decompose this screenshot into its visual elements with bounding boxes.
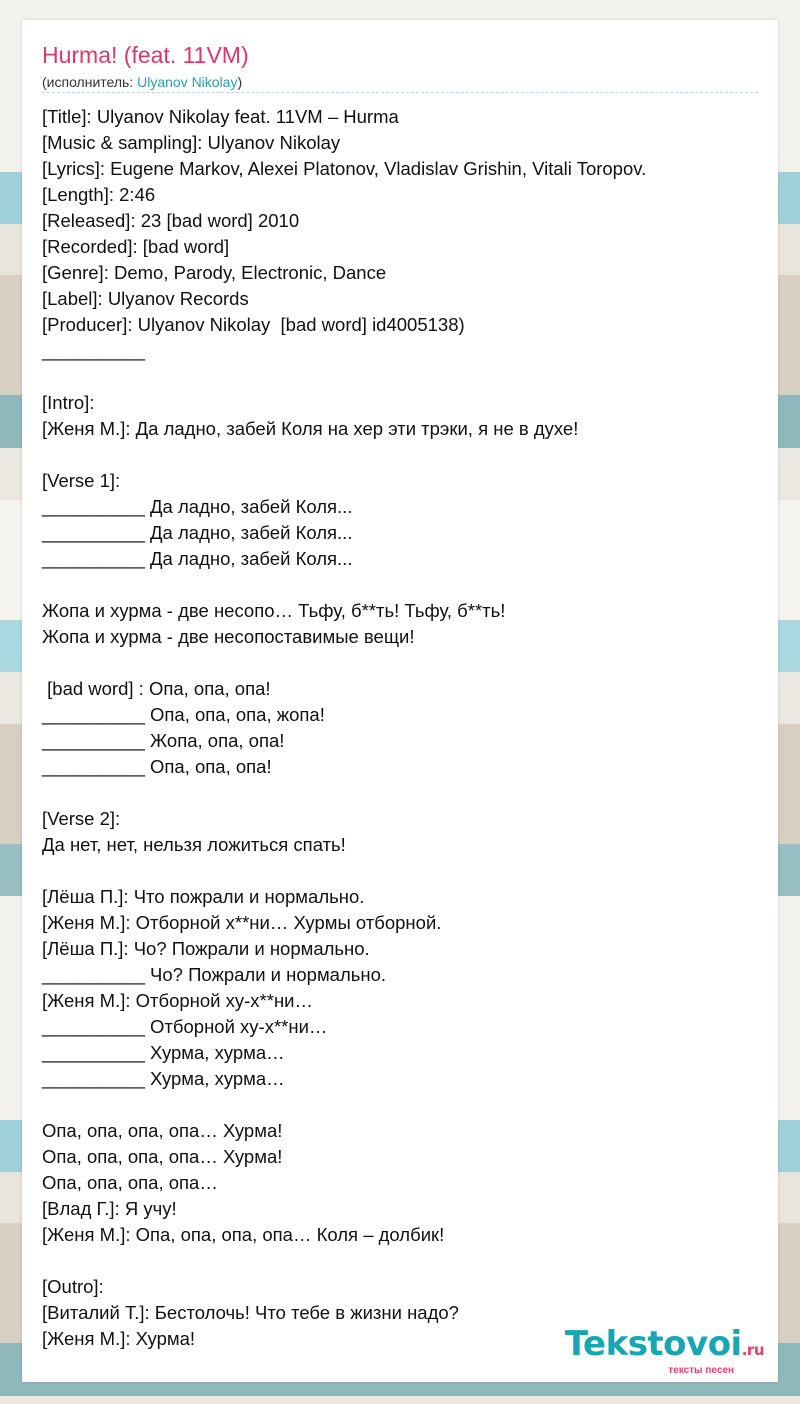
lyric-line: __________ Да ладно, забей Коля... <box>42 496 353 517</box>
lyric-line: __________ Жопа, опа, опа! <box>42 730 285 751</box>
lyric-line: [Lyrics]: Eugene Markov, Alexei Platonov, Vladislav Grishin, Vitali Toropov. <box>42 158 647 179</box>
lyric-line: Опа, опа, опа, опа… Хурма! <box>42 1120 283 1141</box>
song-title: Hurma! (feat. 11VM) <box>42 42 249 68</box>
lyric-line: [Лёша П.]: Чо? Пожрали и нормально. <box>42 938 370 959</box>
lyric-line: [Женя М.]: Опа, опа, опа, опа… Коля – долбик! <box>42 1224 445 1245</box>
lyrics-text <box>42 104 758 1352</box>
logo-name: Tekstovoi <box>564 1324 742 1364</box>
lyric-line: [Title]: Ulyanov Nikolay feat. 11VM – Hurma <box>42 106 399 127</box>
lyric-line: [Виталий Т.]: Бестолочь! Что тебе в жизни надо? <box>42 1302 459 1323</box>
lyric-line <box>42 650 758 676</box>
lyric-line: __________ Опа, опа, опа! <box>42 756 272 777</box>
lyric-line: __________ Хурма, хурма… <box>42 1042 285 1063</box>
lyric-line: __________ Да ладно, забей Коля... <box>42 548 353 569</box>
artist-prefix: (исполнитель: <box>42 74 138 90</box>
lyric-line: Да нет, нет, нельзя ложиться спать! <box>42 834 346 855</box>
lyric-line: __________ <box>42 340 145 361</box>
lyric-line: [Verse 1]: <box>42 470 121 491</box>
artist-link[interactable]: Ulyanov Nikolay <box>137 74 238 90</box>
lyric-line: [Label]: Ulyanov Records <box>42 288 249 309</box>
logo-tagline: тексты песен <box>668 1365 734 1376</box>
lyric-line <box>42 572 758 598</box>
lyric-line: Жопа и хурма - две несопоставимые вещи! <box>42 626 415 647</box>
lyric-line: __________ Да ладно, забей Коля... <box>42 522 353 543</box>
lyric-line: [Intro]: <box>42 392 95 413</box>
artist-line <box>42 74 242 90</box>
lyric-line <box>42 442 758 468</box>
dashed-divider <box>42 92 758 93</box>
lyric-line: __________ Чо? Пожрали и нормально. <box>42 964 387 985</box>
lyric-line: [Genre]: Demo, Parody, Electronic, Dance <box>42 262 387 283</box>
lyric-line: [bad word] : Опа, опа, опа! <box>42 678 271 699</box>
lyric-line: __________ Отборной ху-х**ни… <box>42 1016 328 1037</box>
lyric-line <box>42 858 758 884</box>
lyric-line: [Влад Г.]: Я учу! <box>42 1198 177 1219</box>
lyric-line: __________ Хурма, хурма… <box>42 1068 285 1089</box>
lyric-line: [Лёша П.]: Что пожрали и нормально. <box>42 886 365 907</box>
lyric-line <box>42 364 758 390</box>
lyric-line: [Recorded]: [bad word] <box>42 236 230 257</box>
lyric-line: [Length]: 2:46 <box>42 184 156 205</box>
lyric-line: Опа, опа, опа, опа… <box>42 1172 218 1193</box>
lyric-line: [Producer]: Ulyanov Nikolay [bad word] id4005138) <box>42 314 465 335</box>
lyric-line: Жопа и хурма - две несопо… Тьфу, б**ть! Тьфу, б**ть! <box>42 600 506 621</box>
lyric-line <box>42 1248 758 1274</box>
lyric-line: [Женя М.]: Хурма! <box>42 1328 196 1349</box>
lyric-line: [Женя М.]: Отборной ху-х**ни… <box>42 990 314 1011</box>
lyric-line: [Outro]: <box>42 1276 104 1297</box>
logo-tld: .ru <box>741 1341 764 1359</box>
lyric-line <box>42 1092 758 1118</box>
lyric-line: [Женя М.]: Да ладно, забей Коля на хер эти трэки, я не в духе! <box>42 418 579 439</box>
lyric-line: [Music & sampling]: Ulyanov Nikolay <box>42 132 341 153</box>
lyric-line: [Женя М.]: Отборной х**ни… Хурмы отборной. <box>42 912 442 933</box>
lyrics-card <box>22 20 778 1382</box>
lyric-line: __________ Опа, опа, опа, жопа! <box>42 704 325 725</box>
lyric-line: [Verse 2]: <box>42 808 121 829</box>
lyric-line <box>42 780 758 806</box>
lyric-line: Опа, опа, опа, опа… Хурма! <box>42 1146 283 1167</box>
site-logo[interactable] <box>564 1324 764 1376</box>
lyric-line: [Released]: 23 [bad word] 2010 <box>42 210 300 231</box>
artist-suffix: ) <box>237 74 243 90</box>
logo-wordmark <box>564 1324 764 1367</box>
